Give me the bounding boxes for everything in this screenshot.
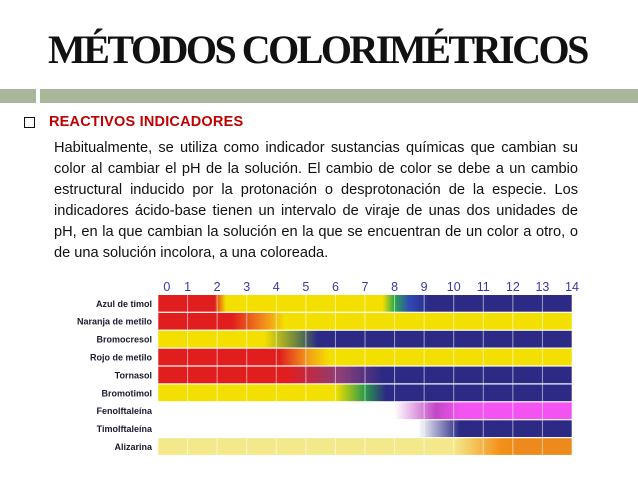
body-paragraph: Habitualmente, se utiliza como indicador sustancias químicas que cambian su color al cambiar el pH de la solución. El cambio de color se debe a un cambio estructural inducido por la protonación o desprotonación de la especie. Los indicadores ácido-base tienen un intervalo de viraje de unas dos unidades de pH, en la que cambian la solución en la que se encuentran de un color a otro, o de una solución incolora, a una coloreada. — [54, 140, 578, 261]
ph-tick-label: 2 — [213, 280, 221, 294]
slide-title: MÉTODOS COLORIMÉTRICOS — [48, 27, 587, 72]
indicator-label: Tornasol — [114, 370, 152, 381]
ph-tick-label: 6 — [331, 280, 339, 294]
ph-tick-label: 14 — [565, 280, 579, 294]
indicator-label: Rojo de metilo — [89, 352, 152, 363]
ph-tick-label: 0 — [163, 280, 171, 294]
indicator-label: Fenolftaleína — [96, 406, 152, 417]
ph-tick-label: 3 — [243, 280, 251, 294]
ph-tick-label: 1 — [184, 280, 192, 294]
ph-tick-label: 11 — [476, 280, 490, 294]
indicator-label: Alizarina — [114, 442, 152, 453]
section-heading: REACTIVOS INDICADORES — [49, 114, 244, 130]
indicator-label: Timolftaleína — [96, 424, 152, 435]
ph-tick-label: 12 — [505, 280, 520, 294]
ph-tick-label: 4 — [272, 280, 280, 294]
indicator-label: Bromocresol — [96, 334, 152, 345]
indicator-label: Bromotimol — [101, 388, 152, 399]
ph-tick-label: 9 — [420, 280, 428, 294]
ph-tick-label: 13 — [535, 280, 550, 294]
indicator-label: Azul de timol — [96, 298, 152, 309]
ph-tick-label: 7 — [361, 280, 369, 294]
ph-tick-label: 5 — [302, 280, 310, 294]
indicator-label: Naranja de metilo — [76, 316, 152, 327]
ph-tick-label: 10 — [446, 280, 461, 294]
ph-tick-label: 8 — [391, 280, 399, 294]
